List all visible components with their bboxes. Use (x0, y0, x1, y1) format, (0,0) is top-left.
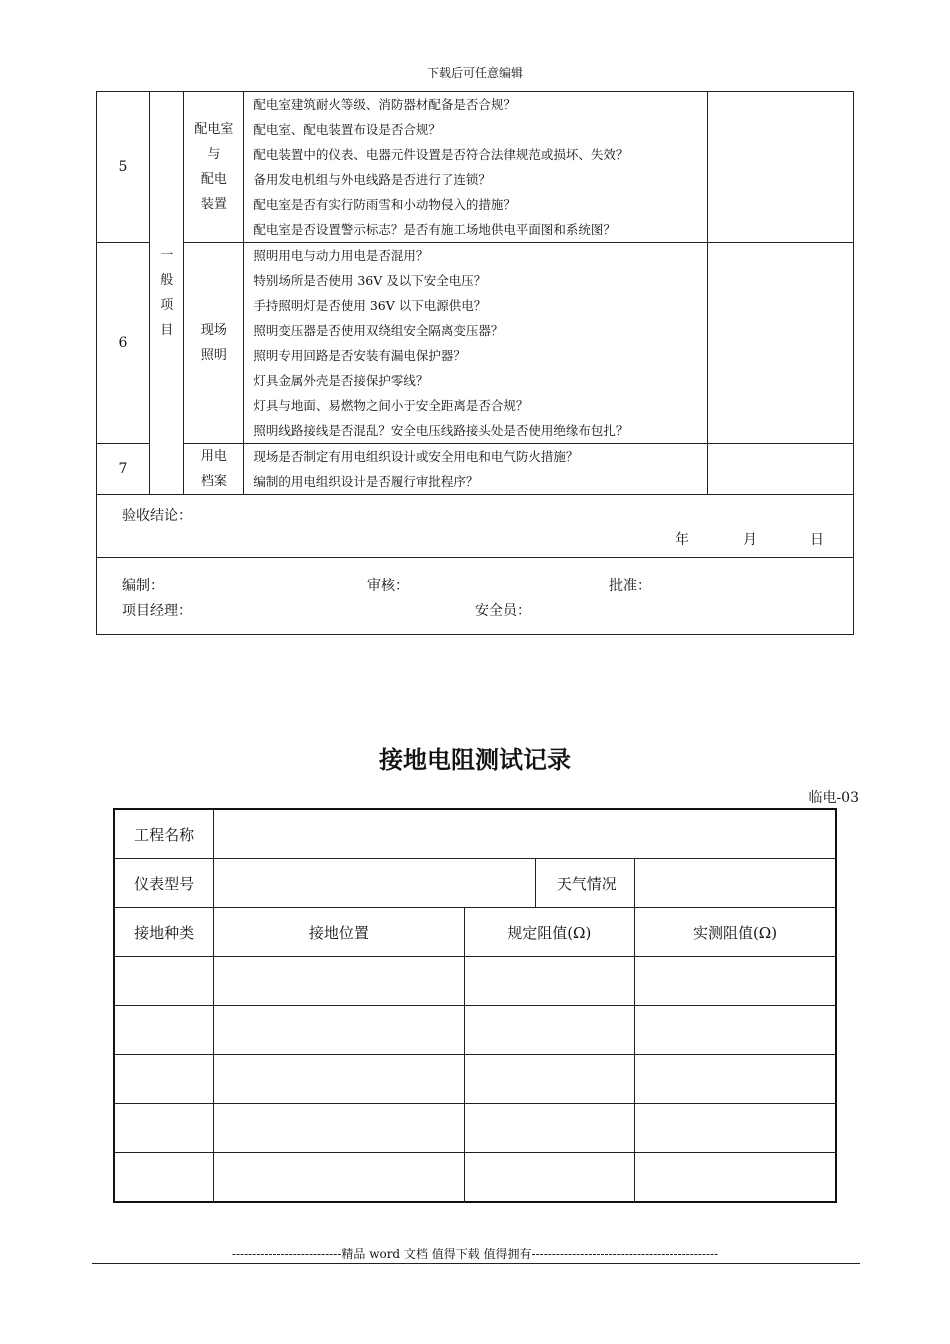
ground-type-cell[interactable] (114, 1006, 214, 1055)
ground-location-cell[interactable] (214, 957, 464, 1006)
project-name-label: 工程名称 (114, 809, 214, 859)
check-item: 配电室是否有实行防雨雪和小动物侵入的措施？ (253, 197, 516, 212)
row-number: 7 (97, 444, 150, 495)
weather-field[interactable] (635, 859, 836, 908)
sign-approve-label: 批准： (609, 578, 651, 594)
measured-resistance-cell[interactable] (635, 957, 836, 1006)
inspection-table (96, 91, 854, 635)
project-name-field[interactable] (214, 809, 836, 859)
specified-resistance-cell[interactable] (464, 1006, 635, 1055)
form-code: 临电-03 (808, 790, 859, 806)
conclusion-cell[interactable] (97, 495, 854, 558)
row-number: 6 (97, 243, 150, 444)
table-row (114, 1104, 836, 1153)
ground-type-cell[interactable] (114, 1153, 214, 1203)
check-item: 灯具与地面、易燃物之间小于安全距离是否合规？ (253, 398, 529, 413)
header-ground-type: 接地种类 (114, 908, 214, 957)
ground-location-cell[interactable] (214, 1153, 464, 1203)
specified-resistance-cell[interactable] (464, 957, 635, 1006)
check-item: 现场是否制定有用电组织设计或安全用电和电气防火措施？ (253, 449, 579, 464)
check-item: 照明变压器是否使用双绕组安全隔离变压器？ (253, 323, 504, 338)
table-row (114, 957, 836, 1006)
header-measured-resistance: 实测阻值(Ω) (635, 908, 836, 957)
check-item: 配电装置中的仪表、电器元件设置是否符合法律规范或损坏、失效？ (253, 147, 629, 162)
sign-pm-label: 项目经理： (122, 603, 192, 619)
header-ground-location: 接地位置 (214, 908, 464, 957)
measured-resistance-cell[interactable] (635, 1153, 836, 1203)
specified-resistance-cell[interactable] (464, 1055, 635, 1104)
ground-type-cell[interactable] (114, 1104, 214, 1153)
check-item: 配电室是否设置警示标志？是否有施工场地供电平面图和系统图？ (253, 222, 616, 237)
table-row (114, 1153, 836, 1203)
check-item: 手持照明灯是否使用 36V 以下电源供电？ (253, 298, 487, 313)
date-year: 年 (675, 532, 689, 548)
measured-resistance-cell[interactable] (635, 1055, 836, 1104)
ground-location-cell[interactable] (214, 1104, 464, 1153)
check-item: 灯具金属外壳是否接保护零线？ (253, 373, 429, 388)
subcategory-cell: 配电室 与 配电 装置 (184, 92, 244, 243)
table-row (114, 1055, 836, 1104)
measured-resistance-cell[interactable] (635, 1104, 836, 1153)
sign-compile-label: 编制： (122, 578, 164, 594)
measured-resistance-cell[interactable] (635, 1006, 836, 1055)
check-item: 备用发电机组与外电线路是否进行了连锁？ (253, 172, 491, 187)
signature-cell[interactable] (97, 558, 854, 635)
category-cell: 一 般 项 目 (149, 92, 184, 495)
result-cell[interactable] (708, 92, 854, 243)
specified-resistance-cell[interactable] (464, 1153, 635, 1203)
check-items (244, 243, 708, 444)
sign-review-label: 审核： (367, 578, 409, 594)
check-item: 编制的用电组织设计是否履行审批程序？ (253, 474, 479, 489)
check-item: 配电室、配电装置布设是否合规？ (253, 122, 441, 137)
result-cell[interactable] (708, 444, 854, 495)
check-item: 配电室建筑耐火等级、消防器材配备是否合规？ (253, 97, 516, 112)
meter-weather-cell (214, 859, 635, 908)
subcategory-cell: 用电 档案 (184, 444, 244, 495)
check-item: 照明用电与动力用电是否混用？ (253, 248, 429, 263)
ground-location-cell[interactable] (214, 1055, 464, 1104)
grounding-test-table (113, 808, 837, 1203)
meter-model-field[interactable] (214, 859, 535, 907)
page-title: 接地电阻测试记录 (379, 746, 571, 774)
check-item: 照明线路接线是否混乱？安全电压线路接头处是否使用绝缘布包扎？ (253, 423, 629, 438)
date-month: 月 (743, 532, 757, 548)
footer-text: ---------------------------精品 word 文档 值得下载 值得拥有---------------------------------------------- (231, 1247, 719, 1261)
ground-location-cell[interactable] (214, 1006, 464, 1055)
table-row (114, 1006, 836, 1055)
header-note: 下载后可任意编辑 (426, 66, 523, 80)
date-day: 日 (810, 532, 824, 548)
ground-type-cell[interactable] (114, 1055, 214, 1104)
subcategory-cell: 现场 照明 (184, 243, 244, 444)
check-items (244, 92, 708, 243)
ground-type-cell[interactable] (114, 957, 214, 1006)
check-item: 照明专用回路是否安装有漏电保护器？ (253, 348, 466, 363)
weather-label: 天气情况 (535, 859, 637, 907)
check-items (244, 444, 708, 495)
conclusion-label: 验收结论： (122, 508, 192, 524)
meter-model-label: 仪表型号 (114, 859, 214, 908)
result-cell[interactable] (708, 243, 854, 444)
check-item: 特别场所是否使用 36V 及以下安全电压？ (253, 273, 487, 288)
sign-safety-label: 安全员： (475, 603, 531, 619)
footer-divider (92, 1263, 860, 1264)
row-number: 5 (97, 92, 150, 243)
specified-resistance-cell[interactable] (464, 1104, 635, 1153)
header-specified-resistance: 规定阻值(Ω) (464, 908, 635, 957)
